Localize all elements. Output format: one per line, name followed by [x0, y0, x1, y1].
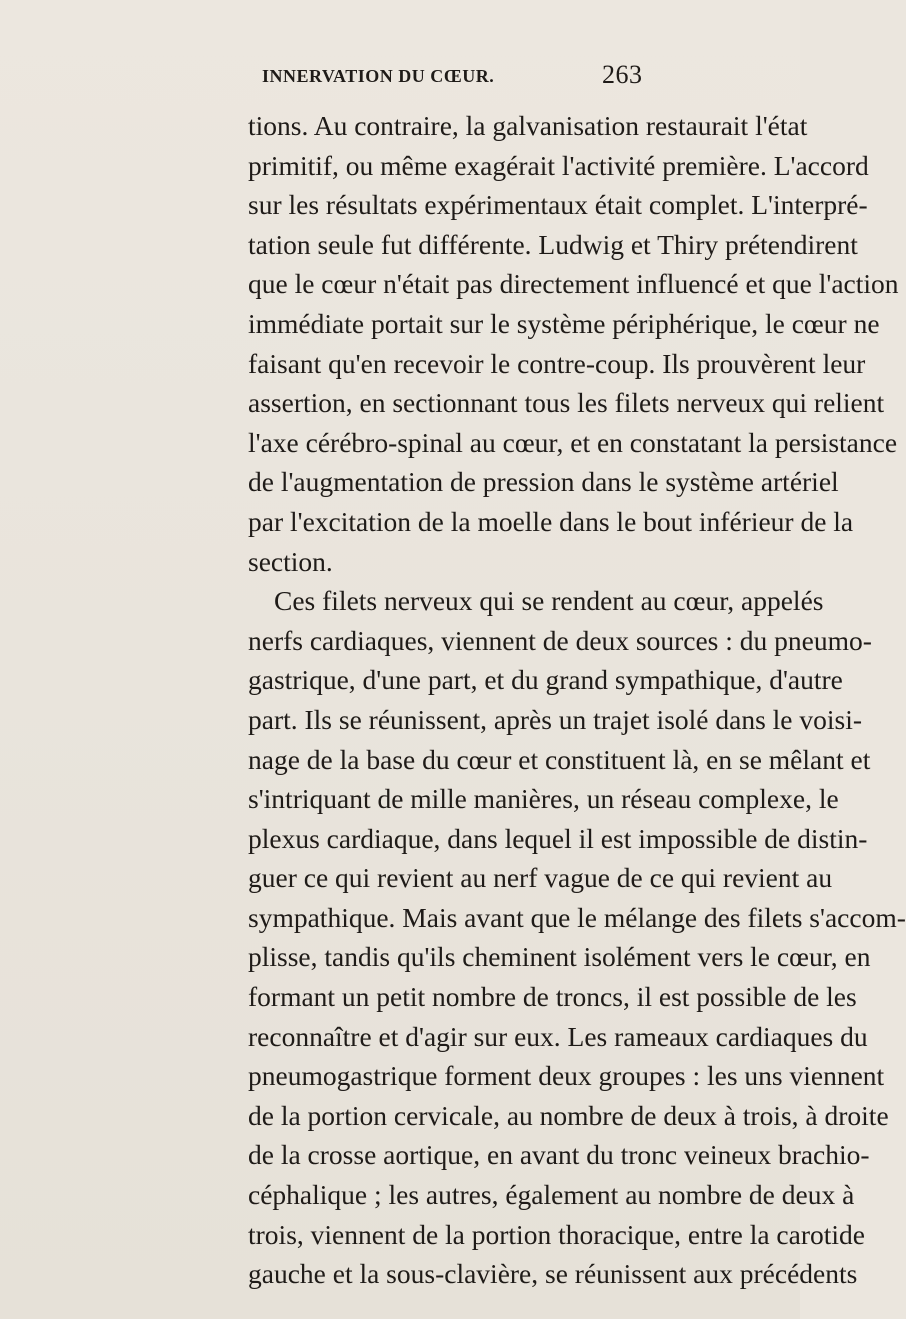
text-line: tation seule fut différente. Ludwig et Thiry prétendirent [248, 228, 858, 260]
text-line: par l'excitation de la moelle dans le bout inférieur de la [248, 505, 854, 537]
text-line: faisant qu'en recevoir le contre-coup. Ils prouvèrent leur [248, 347, 866, 379]
text-line: s'intriquant de mille manières, un réseau complexe, le [248, 783, 839, 815]
text-line: plisse, tandis qu'ils cheminent isolément vers le cœur, en [248, 941, 871, 973]
text-line: tions. Au contraire, la galvanisation restaurait l'état [248, 110, 808, 141]
text-line: gauche et la sous-clavière, se réunissent aux précédents [248, 1258, 858, 1290]
page-number: 263 [602, 60, 643, 89]
text-line: guer ce qui revient au nerf vague de ce qui revient au [248, 862, 833, 894]
text-line: nage de la base du cœur et constituent là, en se mêlant et [248, 743, 871, 775]
text-line: gastrique, d'une part, et du grand sympathique, d'autre [248, 664, 843, 696]
text-line: plexus cardiaque, dans lequel il est impossible de distin- [248, 822, 868, 854]
text-line: formant un petit nombre de troncs, il est possible de les [248, 981, 857, 1013]
text-line: primitif, ou même exagérait l'activité première. L'accord [248, 149, 869, 181]
paragraph-start-line: Ces filets nerveux qui se rendent au cœur, appelés [274, 585, 824, 617]
text-line: de la portion cervicale, au nombre de deux à trois, à droite [248, 1099, 889, 1131]
body-text [248, 106, 906, 1294]
running-head [262, 60, 662, 90]
text-line: l'axe cérébro-spinal au cœur, et en constatant la persistance [248, 426, 898, 458]
text-line: sur les résultats expérimentaux était complet. L'interpré- [248, 189, 868, 221]
text-line: section. [248, 545, 333, 577]
text-line: sympathique. Mais avant que le mélange des filets s'accom- [248, 901, 906, 933]
text-line: de l'augmentation de pression dans le système artériel [248, 466, 839, 498]
text-line: immédiate portait sur le système périphérique, le cœur ne [248, 307, 880, 339]
text-line: de la crosse aortique, en avant du tronc veineux brachio- [248, 1139, 870, 1171]
text-line: reconnaître et d'agir sur eux. Les rameaux cardiaques du [248, 1020, 868, 1052]
text-line: nerfs cardiaques, viennent de deux sources : du pneumo- [248, 624, 872, 656]
running-title: INNERVATION DU CŒUR. [262, 66, 495, 86]
text-line: trois, viennent de la portion thoracique, entre la carotide [248, 1218, 865, 1250]
text-line: assertion, en sectionnant tous les filets nerveux qui relient [248, 387, 885, 419]
text-line: part. Ils se réunissent, après un trajet isolé dans le voisi- [248, 703, 863, 735]
text-line: que le cœur n'était pas directement influencé et que l'action [248, 268, 899, 300]
text-line: céphalique ; les autres, également au nombre de deux à [248, 1179, 855, 1211]
text-line: pneumogastrique forment deux groupes : les uns viennent [248, 1060, 885, 1092]
